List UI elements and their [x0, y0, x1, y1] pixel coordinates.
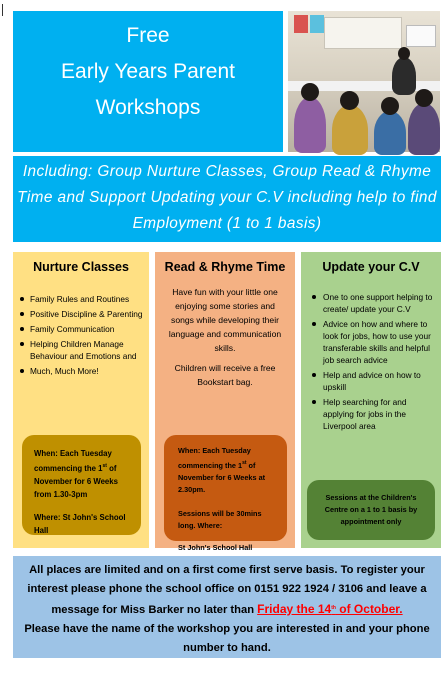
deadline-date: Friday the 14th of October.	[257, 602, 403, 616]
list-item: One to one support helping to create/ update your C.V	[301, 291, 435, 315]
list-item: Help searching for and applying for jobs in the Liverpool area	[301, 396, 435, 432]
bullet-icon	[312, 373, 316, 377]
photo-screen	[406, 25, 436, 47]
includes-banner: Including: Group Nurture Classes, Group Read & Rhyme Time and Support Updating your C.V including help to find Employment (1 to 1 basis)	[13, 156, 441, 242]
read-when: When: Each Tuesday commencing the 1st of November for 6 Weeks at 2.30pm.	[178, 446, 266, 494]
edge-mark	[2, 4, 3, 16]
list-item: Help and advice on how to upskill	[301, 369, 435, 393]
photo-whiteboard	[324, 17, 402, 49]
list-item: Much, Much More!	[13, 365, 143, 377]
photo-person	[332, 105, 368, 155]
bullet-icon	[20, 297, 24, 301]
list-item: Family Communication	[13, 323, 143, 335]
title-line-1: Free	[126, 24, 170, 47]
registration-footer	[13, 556, 441, 658]
workshop-photo	[288, 11, 440, 152]
bullet-icon	[20, 312, 24, 316]
photo-poster	[310, 15, 324, 33]
contact-note: Please have the name of the workshop you are interested in and your phone number to hand.	[24, 623, 430, 654]
bullet-icon	[20, 327, 24, 331]
cv-sessions-box	[307, 480, 435, 540]
read-where: St John's School Hall	[178, 543, 253, 552]
title-line-2: Early Years Parent	[61, 60, 235, 83]
bullet-icon	[312, 400, 316, 404]
list-item: Advice on how and where to look for jobs, how to use your transferable skills and helpful job search advice	[301, 318, 435, 366]
read-heading: Read & Rhyme Time	[164, 260, 286, 274]
photo-head	[381, 97, 399, 115]
cv-sessions: Sessions at the Children's Centre on a 1 to 1 basis by appointment only	[324, 493, 418, 526]
photo-head	[301, 83, 319, 101]
photo-person	[408, 103, 440, 155]
read-schedule-box	[164, 435, 287, 552]
photo-person	[374, 111, 406, 155]
list-item: Helping Children Manage Behaviour and Emotions and	[13, 338, 143, 362]
nurture-column	[13, 252, 149, 548]
cv-list	[301, 291, 441, 432]
nurture-heading: Nurture Classes	[33, 260, 129, 274]
title-block	[13, 11, 283, 152]
read-sessions: Sessions will be 30mins long. Where:	[178, 509, 262, 530]
read-description: Have fun with your little one enjoying some stories and songs while developing their language and communication skills.	[168, 287, 282, 353]
registration-text: All places are limited and on a first come first serve basis. To register your interest please phone the school office on 0151 922 1924 / 3106 and leave a message for Miss Barker no later than Friday the 14th of October.	[27, 564, 427, 616]
photo-head	[415, 89, 433, 107]
nurture-when: When: Each Tuesday commencing the 1st of November for 6 Weeks from 1.30-3pm	[34, 449, 118, 499]
list-item: Positive Discipline & Parenting	[13, 308, 143, 320]
bullet-icon	[20, 369, 24, 373]
cv-heading: Update your C.V	[322, 260, 420, 274]
bullet-icon	[312, 322, 316, 326]
photo-person	[294, 97, 326, 153]
read-bookstart: Children will receive a free Bookstart bag.	[174, 363, 276, 387]
photo-poster	[294, 15, 308, 33]
cv-column	[301, 252, 441, 548]
list-item: Family Rules and Routines	[13, 293, 143, 305]
nurture-list	[13, 293, 149, 377]
title-line-3: Workshops	[95, 96, 201, 119]
nurture-where: Where: St John's School Hall	[34, 513, 126, 535]
photo-head	[398, 47, 410, 60]
photo-head	[340, 91, 359, 110]
read-rhyme-column	[155, 252, 295, 552]
photo-presenter	[392, 57, 416, 95]
nurture-schedule-box	[22, 435, 141, 535]
bullet-icon	[312, 295, 316, 299]
bullet-icon	[20, 342, 24, 346]
